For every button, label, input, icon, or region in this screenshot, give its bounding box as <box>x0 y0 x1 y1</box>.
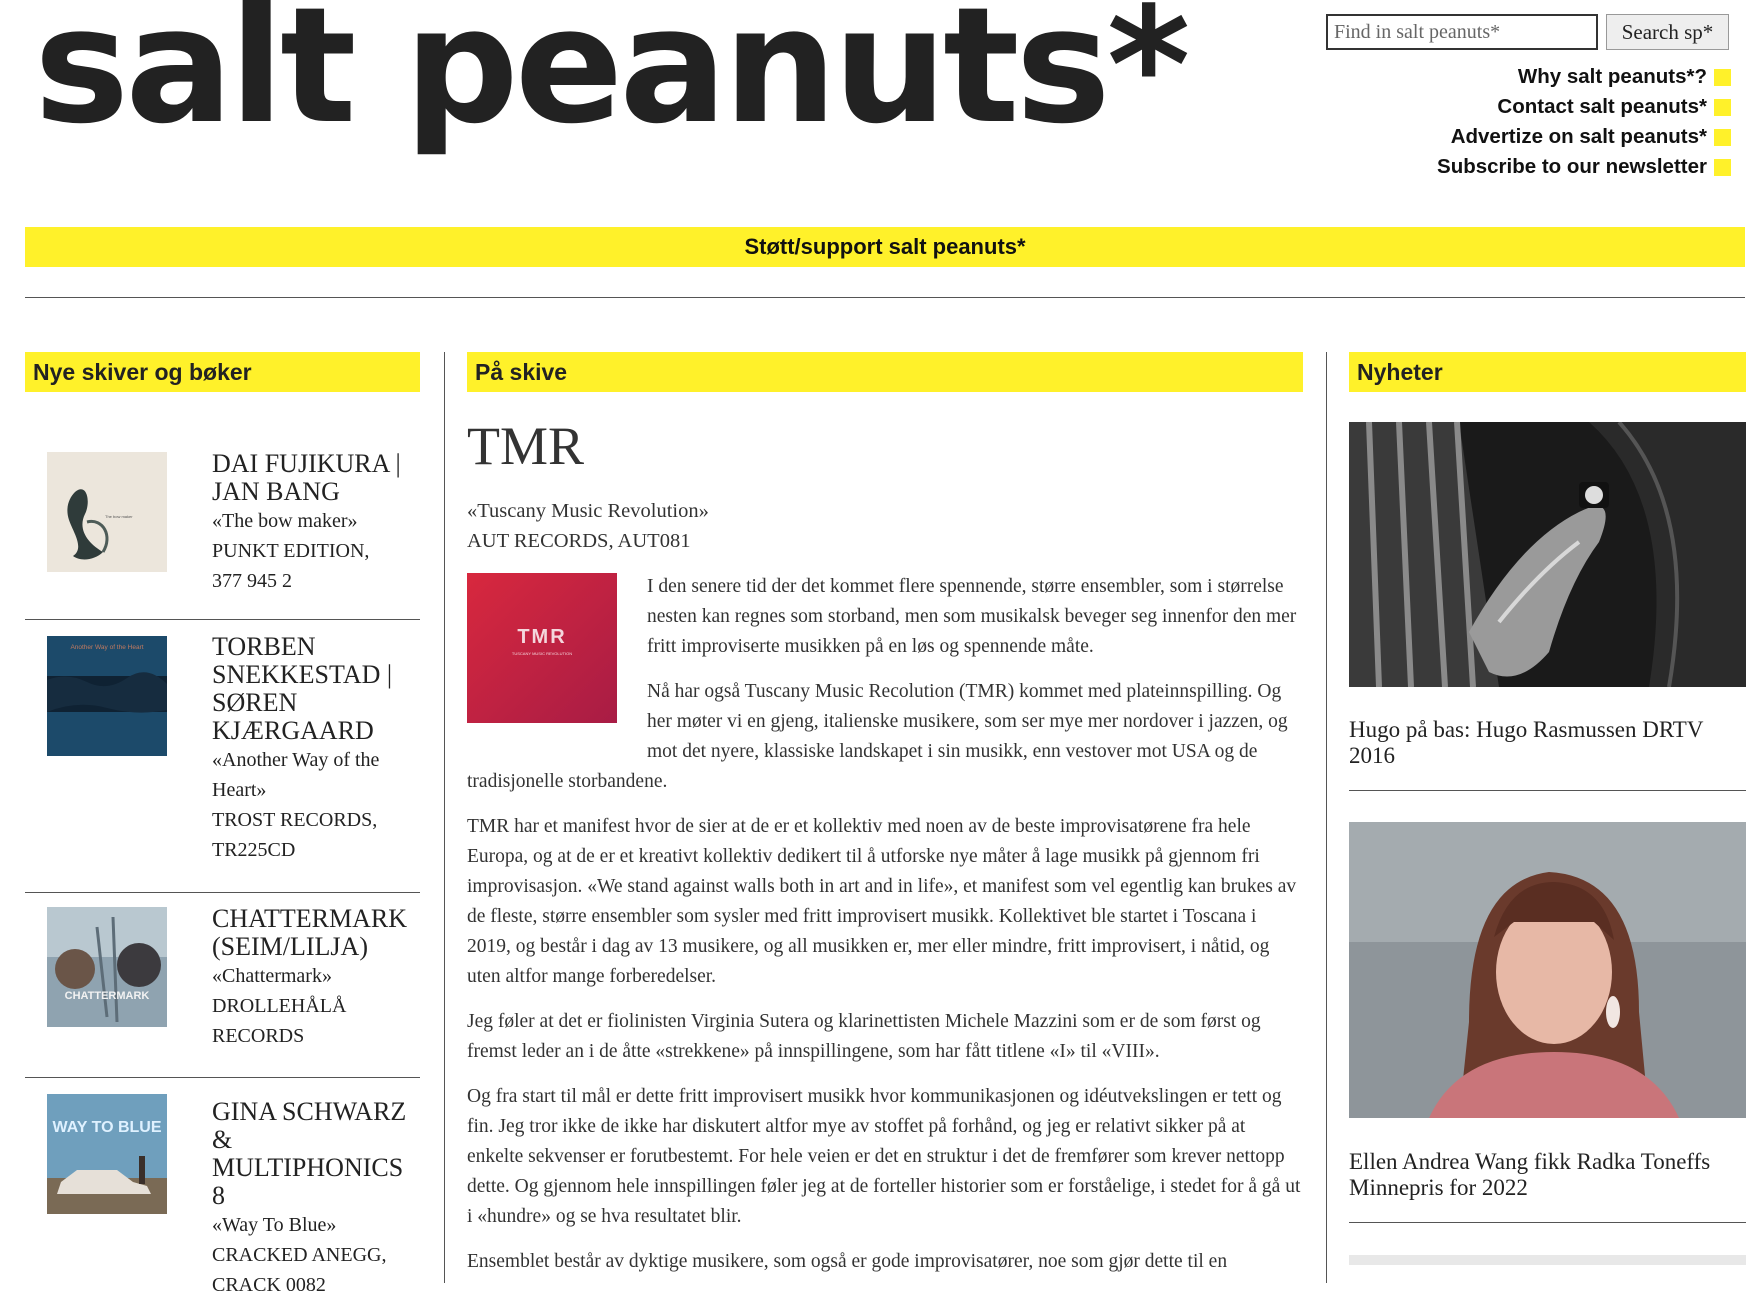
album-cover-image[interactable] <box>47 452 167 572</box>
link-contact[interactable] <box>1437 92 1731 122</box>
heading-news[interactable]: Nyheter <box>1349 352 1746 392</box>
release-title: «Another Way of the Heart» <box>212 749 380 801</box>
cover-text: TMR <box>517 626 567 648</box>
release-catalog: TR225CD <box>212 839 296 861</box>
release-catalog: 377 945 2 <box>212 570 292 592</box>
article-paragraph: Ensemblet består av dyktige musikere, som også er gode improvisatører, noe som gjør dette til en <box>467 1251 1228 1272</box>
yellow-square-icon <box>1714 159 1731 176</box>
album-cover-image[interactable] <box>47 636 167 756</box>
yellow-square-icon <box>1714 69 1731 86</box>
header-divider <box>25 297 1745 298</box>
release-artist[interactable]: TORBEN SNEKKESTAD | SØREN KJÆRGAARD <box>212 632 393 745</box>
link-label: Subscribe to our newsletter <box>1437 155 1707 178</box>
article-body <box>467 572 1303 1292</box>
link-subscribe[interactable] <box>1437 152 1731 182</box>
release-artist[interactable]: DAI FUJIKURA | JAN BANG <box>212 449 401 506</box>
release-info <box>212 1098 420 1300</box>
cover-text: CHATTERMARK <box>64 990 150 1002</box>
news-image[interactable] <box>1349 422 1746 687</box>
heading-on-record[interactable]: På skive <box>467 352 1303 392</box>
cover-text: WAY TO BLUE <box>52 1119 162 1136</box>
news-image[interactable] <box>1349 822 1746 1118</box>
column-divider <box>1326 352 1327 1283</box>
link-label: Contact salt peanuts* <box>1497 95 1707 118</box>
top-links <box>1437 62 1731 182</box>
cover-text: Another Way of the Heart <box>70 644 144 651</box>
record-label: AUT RECORDS, AUT081 <box>467 530 691 552</box>
release-artist[interactable]: CHATTERMARK (SEIM/LILJA) <box>212 904 408 961</box>
search-button[interactable]: Search sp* <box>1606 14 1729 50</box>
link-advertize[interactable] <box>1437 122 1731 152</box>
release-item[interactable] <box>25 1078 420 1296</box>
link-why[interactable] <box>1437 62 1731 92</box>
yellow-square-icon <box>1714 129 1731 146</box>
link-label: Advertize on salt peanuts* <box>1450 125 1707 148</box>
release-catalog: RECORDS <box>212 1025 305 1047</box>
cover-text: The bow maker <box>105 514 133 519</box>
release-catalog: CRACK 0082 <box>212 1274 326 1296</box>
column-divider <box>444 352 445 1283</box>
album-title: «Tuscany Music Revolution» <box>467 500 709 522</box>
cover-subtext: TUSCANY MUSIC REVOLUTION <box>511 651 573 656</box>
release-title: «Way To Blue» <box>212 1214 337 1236</box>
release-info <box>212 450 420 596</box>
release-artist[interactable]: GINA SCHWARZ & MULTIPHONICS 8 <box>212 1097 407 1210</box>
release-info <box>212 905 420 1051</box>
news-image-top[interactable] <box>1349 1255 1746 1265</box>
article-paragraph: Jeg føler at det er fiolinisten Virginia Sutera og klarinettisten Michele Mazzini som er de som først og fremst leder an i de åtte «strekkene» på innspillingene, som har fått titlene «I» til «VIII». <box>467 1011 1261 1062</box>
release-title: «The bow maker» <box>212 510 358 532</box>
search-input[interactable] <box>1326 14 1598 50</box>
release-label: CRACKED ANEGG, <box>212 1244 387 1266</box>
site-logo[interactable]: salt peanuts* <box>34 0 1187 159</box>
release-item[interactable] <box>25 893 420 1078</box>
release-label: PUNKT EDITION, <box>212 540 370 562</box>
release-item[interactable] <box>25 620 420 893</box>
release-title: «Chattermark» <box>212 965 332 987</box>
news-divider <box>1349 790 1746 791</box>
release-info <box>212 633 420 865</box>
article-title: TMR <box>467 416 585 476</box>
link-label: Why salt peanuts*? <box>1517 65 1707 88</box>
article-paragraph: I den senere tid der det kommet flere spennende, større ensembler, som i størrelse nesten kan regnes som storband, men som musikalsk beveger seg innenfor den mer fritt improviserte musikken på en løs og spennende måte. <box>647 576 1297 657</box>
article-paragraph: TMR har et manifest hvor de sier at de er et kollektiv med noen av de beste improvisatørene fra hele Europa, og at de er et kreativt kollektiv dedikert til å utforske nye måter å lage musikk på gjennom fri improvisasjon. «We stand against walls both in art and in life», et manifest som vel egentlig kan brukes av de fleste, større ensembler som sysler med fritt improvisert musikk. Kollektivet ble startet i Toscana i 2019, og består i dag av 13 musikere, og all musikken er, mer eller mindre, fritt improvisert, i nåtid, og uten altfor mange forberedelser. <box>467 816 1297 987</box>
support-banner[interactable]: Støtt/support salt peanuts* <box>25 227 1745 267</box>
yellow-square-icon <box>1714 99 1731 116</box>
article-paragraph: Og fra start til mål er dette fritt improvisert musikk hvor kommunikasjonen og idéutvekslingen er tett og fin. Jeg tror ikke de ikke har diskutert altfor mye av stoffet på forhånd, og jeg er relativt sikker på at enkelte sekvenser er forutbestemt. For hele veien er det en struktur i det de fremfører som krever nettopp dette. Og gjennom hele innspillingen føler jeg at de forteller historier som er forståelige, i stedet for å gå ut i «hundre» og se hva resultatet blir. <box>467 1086 1301 1227</box>
release-label: DROLLEHÅLÅ <box>212 995 347 1017</box>
album-cover-image[interactable] <box>47 1094 167 1214</box>
news-divider <box>1349 1222 1746 1223</box>
album-cover-image[interactable] <box>47 907 167 1027</box>
news-title[interactable]: Ellen Andrea Wang fikk Radka Toneffs Minnepris for 2022 <box>1349 1149 1711 1200</box>
release-item[interactable] <box>25 428 420 620</box>
news-title[interactable]: Hugo på bas: Hugo Rasmussen DRTV 2016 <box>1349 717 1704 768</box>
release-label: TROST RECORDS, <box>212 809 378 831</box>
heading-new-releases[interactable]: Nye skiver og bøker <box>25 352 420 392</box>
article-paragraph: Nå har også Tuscany Music Recolution (TMR) kommet med plateinnspilling. Og her møter vi en gjeng, italienske musikere, som ser mye mer nordover i jazzen, og mot det nyere, klassiske landskapet i sin musikk, enn vestover mot USA og de tradisjonelle storbandene. <box>467 681 1288 792</box>
